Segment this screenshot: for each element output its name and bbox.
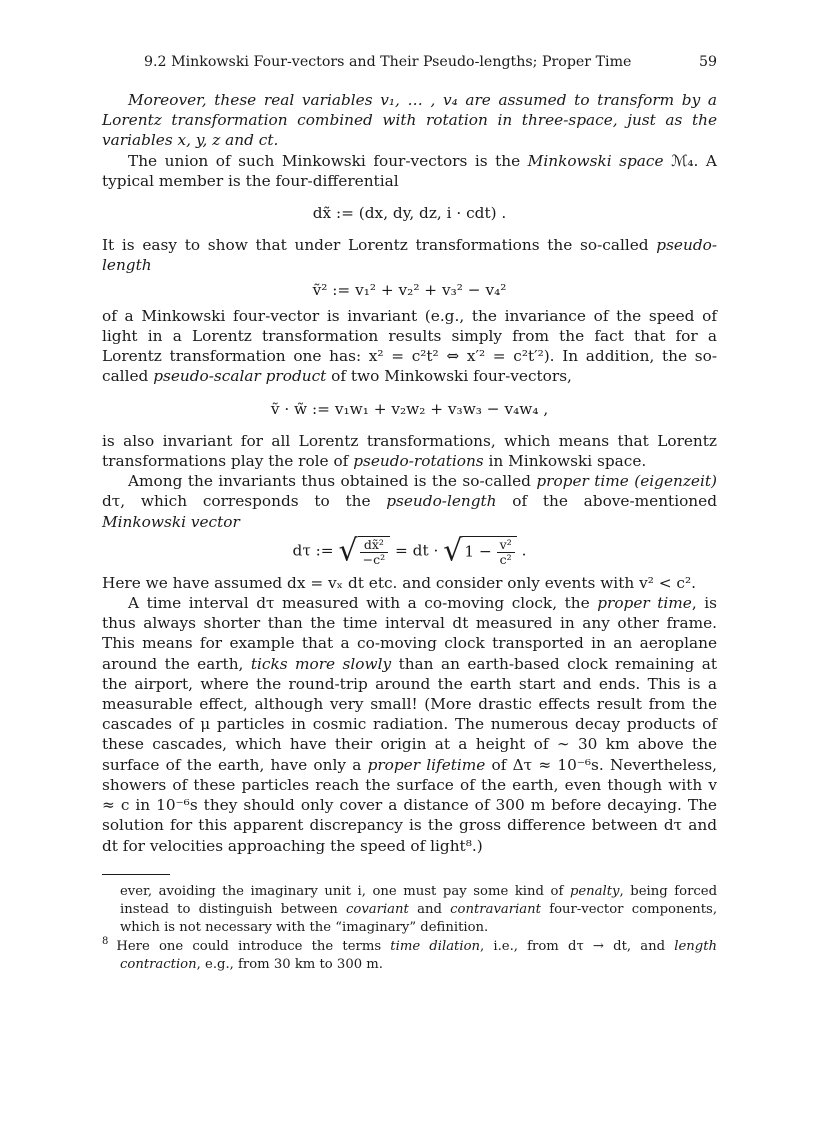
paragraph-1: Moreover, these real variables v₁, … , v₄ are assumed to transform by a Lorentz transformation combined with rotation in three-space, just as the variables x, y, z and ct. xyxy=(102,91,717,150)
sqrt-1: √ $\frac{\text{dx̃²}}{\text{−c²}}$ xyxy=(339,536,391,567)
paragraph-8: A time interval dτ measured with a co-moving clock, the proper time, is thus always shorter than the time interval dt measured in any other frame. This means for example that a co-moving clock transported in an aeroplane around the earth, ticks more slowly than an earth-based clock remaining at the airport, where the round-trip around the earth start and ends. This is a measurable effect, although very small! (More drastic effects result from the cascades of μ particles in cosmic radiation. The numerous decay products of these cascades, which have their origin at a height of ∼ 30 km above the surface of the earth, have only a proper lifetime of Δτ ≈ 10⁻⁶s. Nevertheless, showers of these particles reach the surface of the earth, even though with v ≈ c in 10⁻⁶s they should only cover a distance of 300 m before decaying. The solution for this apparent discrepancy is the gross difference between dτ and dt for velocities approaching the speed of light⁸.) xyxy=(102,594,717,855)
page-number: 59 xyxy=(698,54,717,70)
paragraph-6: Among the invariants thus obtained is the so-called proper time (eigenzeit) dτ, which corresponds to the pseudo-length of the above-mentioned Minkowski vector xyxy=(102,472,717,531)
footnotes xyxy=(102,883,717,974)
paragraph-7: Here we have assumed dx = vₓ dt etc. and consider only events with v² < c². xyxy=(102,573,696,592)
equation-pseudo-length: ṽ² := v₁² + v₂² + v₃² − v₄² xyxy=(312,280,507,299)
paragraph-5: is also invariant for all Lorentz transformations, which means that Lorentz transformations play the role of pseudo-rotations in Minkowski space. xyxy=(102,431,717,471)
running-header xyxy=(144,52,717,72)
section-title: 9.2 Minkowski Four-vectors and Their Pseudo-lengths; Proper Time xyxy=(144,54,632,70)
paragraph-3: It is easy to show that under Lorentz transformations the so-called pseudo-length xyxy=(102,236,717,275)
page xyxy=(102,52,717,974)
equation-pseudo-scalar-product: ṽ · w̃ := v₁w₁ + v₂w₂ + v₃w₃ − v₄w₄ , xyxy=(270,399,549,418)
equation-proper-time: dτ := √ $\frac{\text{dx̃²}}{\text{−c²}}$ = dt · √ 1 − $\frac{\text{v²}}{\text{c²}}$ . xyxy=(292,533,527,569)
paragraph-2: The union of such Minkowski four-vectors is the Minkowski space ℳ₄. A typical member is the four-differential xyxy=(102,151,717,190)
footnote-continuation: ever, avoiding the imaginary unit i, one must pay some kind of penalty, being forced instead to distinguish between covariant and contravariant four-vector components, which is not necessary with the “imaginary” definition. xyxy=(120,883,718,936)
paragraph-4: of a Minkowski four-vector is invariant (e.g., the invariance of the speed of light in a Lorentz transformation results simply from the fact that for a Lorentz transformation one has: x² = c²t² ⇔ x′² = c²t′²). In addition, the so-called pseudo-scalar product of two Minkowski four-vectors, xyxy=(102,306,717,386)
footnote-8: $^8$ Here one could introduce the terms time dilation, i.e., from dτ → dt, and length contraction, e.g., from 30 km to 300 m. xyxy=(102,936,718,972)
sqrt-2: √ 1 − $\frac{\text{v²}}{\text{c²}}$ xyxy=(443,536,517,567)
footnote-marker: 8 xyxy=(102,936,109,948)
footnote-rule xyxy=(102,874,170,875)
main-text xyxy=(102,90,717,856)
equation-four-differential: dx̃ := (dx, dy, dz, i · cdt) . xyxy=(312,204,507,223)
